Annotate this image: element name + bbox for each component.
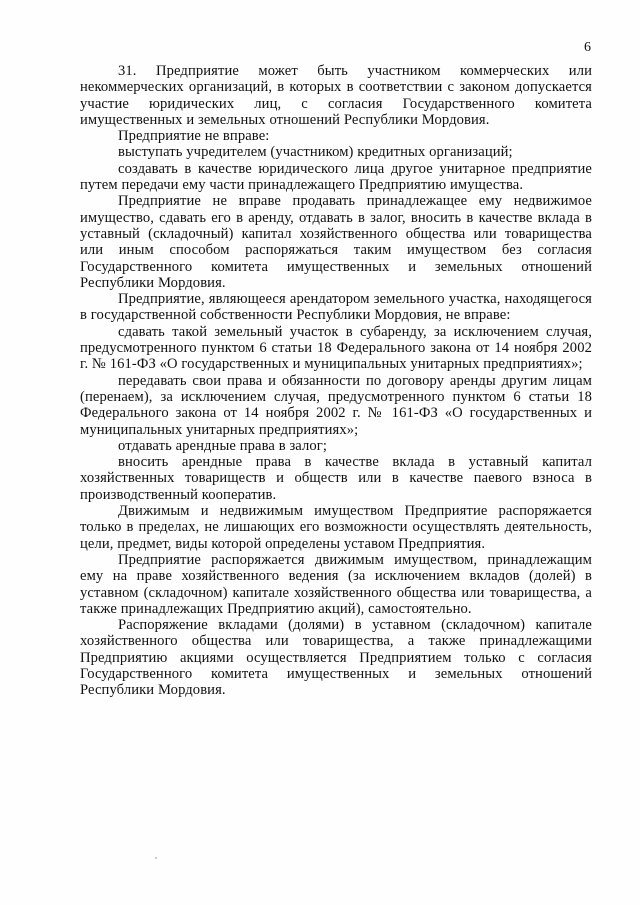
paragraph-list-item-founder: выступать учредителем (участником) кредитных организаций; [118,144,513,161]
document-body [80,63,592,699]
paragraph-clause-31: 31. Предприятие может быть участником коммерческих или некоммерческих организаций, в которых в соответствии с законом допускается участие юридических лиц, с согласия Государственного комитета имущественных и земельных отношений Республики Мордовия. [80,63,592,128]
paragraph-list-item-create-enterprise: создавать в качестве юридического лица другое унитарное предприятие путем передачи ему части принадлежащего Предприятию имущества. [80,160,592,194]
scan-artifact [155,857,157,859]
paragraph-list-item-transfer-rights: передавать свои права и обязанности по договору аренды другим лицам (перенаем), за исключением случая, предусмотренного пунктом 6 статьи 18 Федерального закона от 14 ноября 2002 г. № 161-ФЗ «О государственных и муниципальных унитарных предприятиях»; [80,372,592,438]
paragraph-movable-property: Предприятие распоряжается движимым имуществом, принадлежащим ему на праве хозяйственного ведения (за исключением вкладов (долей) в уставном (складочном) капитале хозяйственного общества или товарищества, а также принадлежащих Предприятию акций), самостоятельно. [80,551,592,617]
paragraph-list-item-contribute-rights: вносить арендные права в качестве вклада в уставный капитал хозяйственных товариществ и обществ или в качестве паевого взноса в производственный кооператив. [80,454,592,503]
paragraph-land-lessee-heading: Предприятие, являющееся арендатором земельного участка, находящегося в государственной собственности Республики Мордовия, не вправе: [80,291,592,324]
paragraph-real-estate-restrictions: Предприятие не вправе продавать принадлежащее ему недвижимое имущество, сдавать его в аренду, отдавать в залог, вносить в качестве вклада в уставный (складочный) капитал хозяйственного общества или товарищества или иным способом распоряжаться таким имуществом без согласия Государственного комитета имущественных и земельных отношений Республики Мордовия. [80,193,592,291]
paragraph-shares-disposal: Распоряжение вкладами (долями) в уставном (складочном) капитале хозяйственного общества или товарищества, а также принадлежащими Предприятию акциями осуществляется Предприятием только с согласия Государственного комитета имущественных и земельных отношений Республики Мордовия. [80,617,592,699]
paragraph-list-item-sublease: сдавать такой земельный участок в субаренду, за исключением случая, предусмотренного пунктом 6 статьи 18 Федерального закона от 14 ноября 2002 г. № 161-ФЗ «О государственных и муниципальных унитарных предприятиях»; [80,323,592,373]
paragraph-list-item-pledge: отдавать арендные права в залог; [118,437,328,454]
paragraph-not-entitled-heading: Предприятие не вправе: [118,128,270,145]
paragraph-disposal-limits: Движимым и недвижимым имуществом Предприятие распоряжается только в пределах, не лишающих его возможности осуществлять деятельность, цели, предмет, виды которой определены уставом Предприятия. [80,503,592,552]
page-number: 6 [584,40,591,55]
